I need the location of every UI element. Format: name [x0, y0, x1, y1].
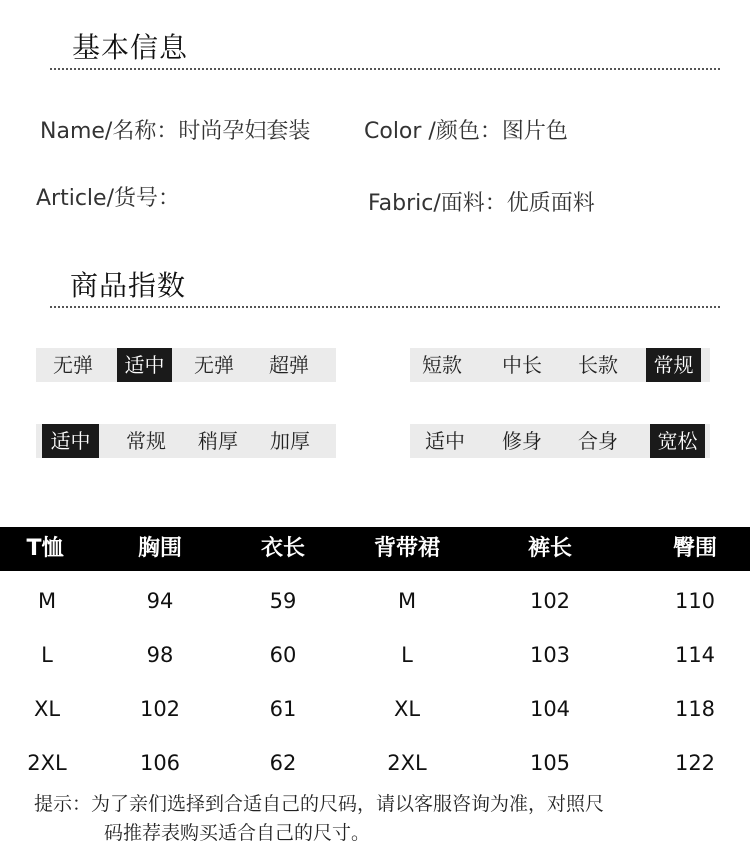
index-option: 合身 [578, 429, 618, 453]
thickness-index-bar [36, 424, 336, 458]
table-cell: XL [393, 697, 421, 721]
table-cell: 102 [529, 589, 571, 613]
column-header: 背带裙 [373, 536, 440, 561]
basic-info-title: 基本信息 [72, 31, 189, 64]
table-cell: 59 [269, 589, 297, 613]
table-cell: 118 [674, 697, 716, 721]
index-option: 中长 [502, 353, 542, 377]
length-index-bar [410, 348, 710, 382]
table-cell: 103 [529, 643, 571, 667]
table-cell: 2XL [27, 751, 67, 775]
product-article: Article/货号： [36, 186, 180, 211]
index-option: 短款 [422, 353, 462, 377]
product-name: Name/名称：时尚孕妇套装 [40, 119, 311, 144]
table-cell: 61 [269, 697, 297, 721]
divider [50, 68, 720, 70]
index-option: 无弹 [53, 353, 93, 377]
column-header: 裤长 [527, 536, 572, 561]
stretch-index-bar [36, 348, 336, 382]
table-cell: M [37, 589, 57, 613]
table-row [0, 628, 750, 682]
table-cell: 2XL [387, 751, 427, 775]
table-cell: 105 [529, 751, 571, 775]
table-cell: 110 [674, 589, 716, 613]
index-option: 稍厚 [198, 429, 238, 453]
index-option-selected: 常规 [646, 348, 701, 382]
index-option-selected: 适中 [117, 348, 172, 382]
table-cell: 62 [269, 751, 297, 775]
index-option: 加厚 [270, 429, 310, 453]
table-cell: 98 [146, 643, 174, 667]
table-cell: L [401, 643, 413, 667]
table-cell: M [397, 589, 417, 613]
table-row [0, 682, 750, 736]
size-table-header [0, 527, 750, 571]
index-option: 超弹 [269, 353, 309, 377]
table-cell: 102 [139, 697, 181, 721]
index-option: 长款 [578, 353, 618, 377]
column-header: 臀围 [672, 536, 717, 561]
table-cell: XL [33, 697, 61, 721]
table-cell: 122 [674, 751, 716, 775]
index-option-selected: 适中 [42, 424, 99, 458]
index-option: 常规 [126, 429, 166, 453]
product-color: Color /颜色：图片色 [364, 119, 568, 144]
table-cell: 104 [529, 697, 571, 721]
index-option-selected: 宽松 [650, 424, 705, 458]
size-tip-line-2: 码推荐表购买适合自己的尺寸。 [104, 822, 371, 844]
column-header: 胸围 [137, 536, 182, 561]
table-row [0, 736, 750, 790]
table-cell: 106 [139, 751, 181, 775]
index-option: 修身 [502, 429, 542, 453]
table-cell: 60 [269, 643, 297, 667]
table-cell: 114 [674, 643, 716, 667]
product-index-title: 商品指数 [70, 269, 187, 302]
column-header: 衣长 [260, 536, 305, 561]
fit-index-bar [410, 424, 710, 458]
index-option: 无弹 [194, 353, 234, 377]
product-fabric: Fabric/面料：优质面料 [368, 191, 595, 216]
size-tip-line-1: 提示：为了亲们选择到合适自己的尺码，请以客服咨询为准，对照尺 [34, 793, 605, 815]
table-cell: 94 [146, 589, 174, 613]
table-cell: L [41, 643, 53, 667]
divider [50, 306, 720, 308]
index-option: 适中 [425, 429, 465, 453]
table-row [0, 574, 750, 628]
column-header: T恤 [26, 536, 64, 561]
